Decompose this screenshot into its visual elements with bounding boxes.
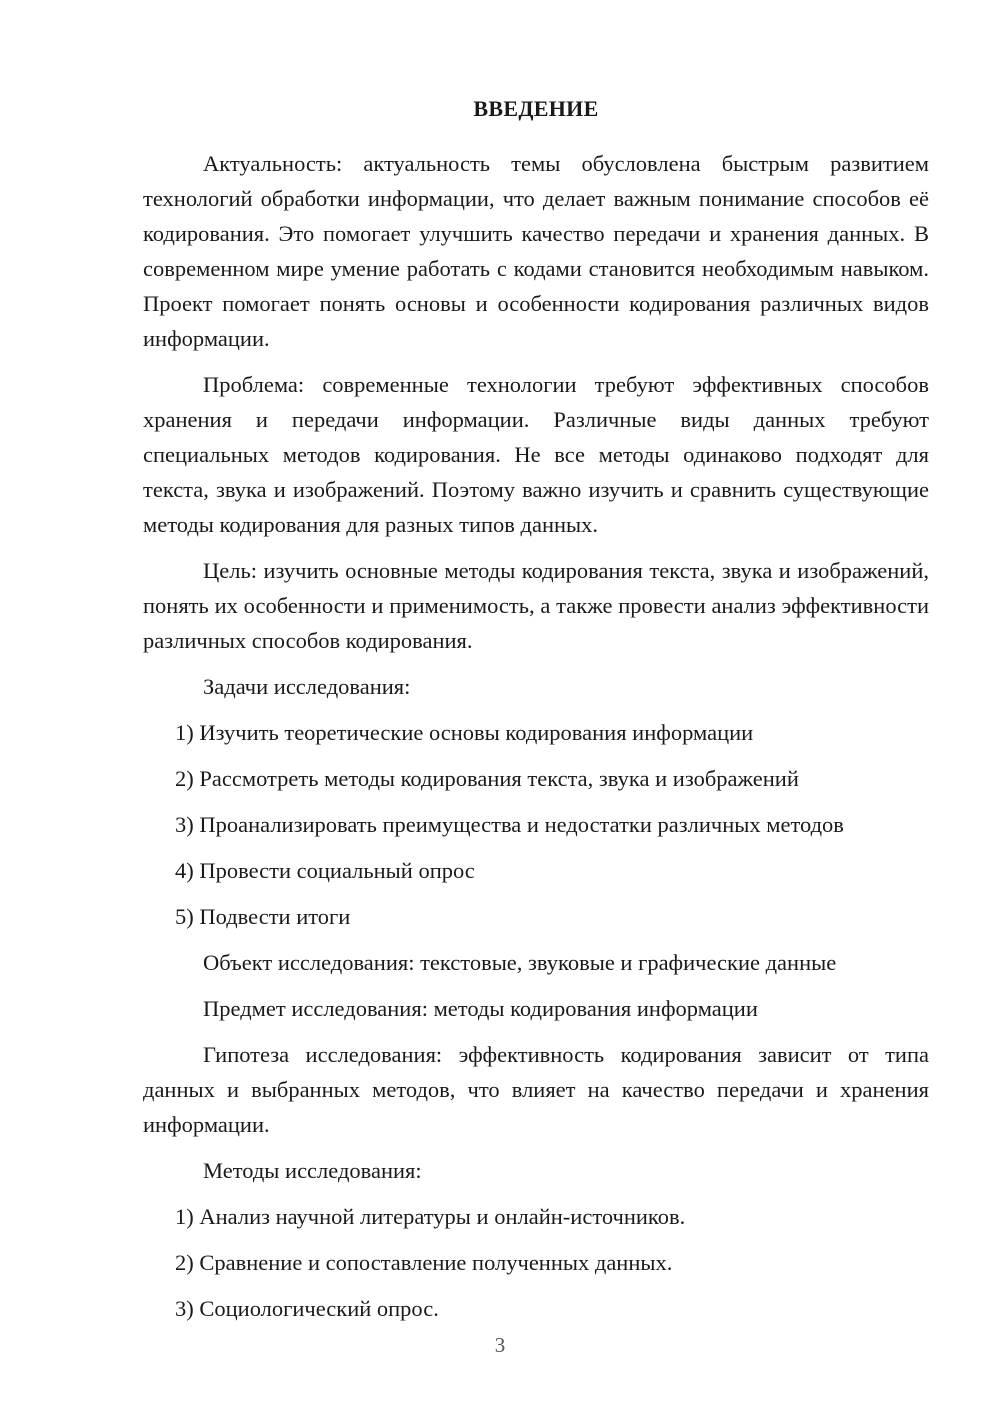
problem-paragraph: Проблема: современные технологии требуют эффективных способов хранения и передачи информации. Различные виды данных требуют специальных методов кодирования. Не все методы одинаково подходят для текста, звука и изображений. Поэтому важно изучить и сравнить существующие методы кодирования для разных типов данных. xyxy=(143,372,929,537)
tasks-title: Задачи исследования: xyxy=(203,674,411,699)
task-item: 5) Подвести итоги xyxy=(175,904,351,929)
task-item: 4) Провести социальный опрос xyxy=(175,858,475,883)
hypothesis-paragraph: Гипотеза исследования: эффективность кодирования зависит от типа данных и выбранных методов, что влияет на качество передачи и хранения информации. xyxy=(143,1042,929,1137)
task-item: 1) Изучить теоретические основы кодирования информации xyxy=(175,720,754,745)
task-item: 2) Рассмотреть методы кодирования текста, звука и изображений xyxy=(175,766,799,791)
subject-line: Предмет исследования: методы кодирования информации xyxy=(203,996,758,1021)
goal-paragraph: Цель: изучить основные методы кодирования текста, звука и изображений, понять их особенности и применимость, а также провести анализ эффективности различных способов кодирования. xyxy=(143,558,929,653)
section-heading: ВВЕДЕНИЕ xyxy=(473,96,599,121)
methods-title: Методы исследования: xyxy=(203,1158,422,1183)
method-item: 2) Сравнение и сопоставление полученных данных. xyxy=(175,1250,673,1275)
method-item: 1) Анализ научной литературы и онлайн-источников. xyxy=(175,1204,686,1229)
object-line: Объект исследования: текстовые, звуковые и графические данные xyxy=(203,950,837,975)
task-item: 3) Проанализировать преимущества и недостатки различных методов xyxy=(175,812,844,837)
relevance-paragraph: Актуальность: актуальность темы обусловлена быстрым развитием технологий обработки информации, что делает важным понимание способов её кодирования. Это помогает улучшить качество передачи и хранения данных. В современном мире умение работать с кодами становится необходимым навыком. Проект помогает понять основы и особенности кодирования различных видов информации. xyxy=(143,151,929,351)
page-number: 3 xyxy=(494,1333,506,1357)
document-page xyxy=(143,92,929,1337)
method-item: 3) Социологический опрос. xyxy=(175,1296,439,1321)
